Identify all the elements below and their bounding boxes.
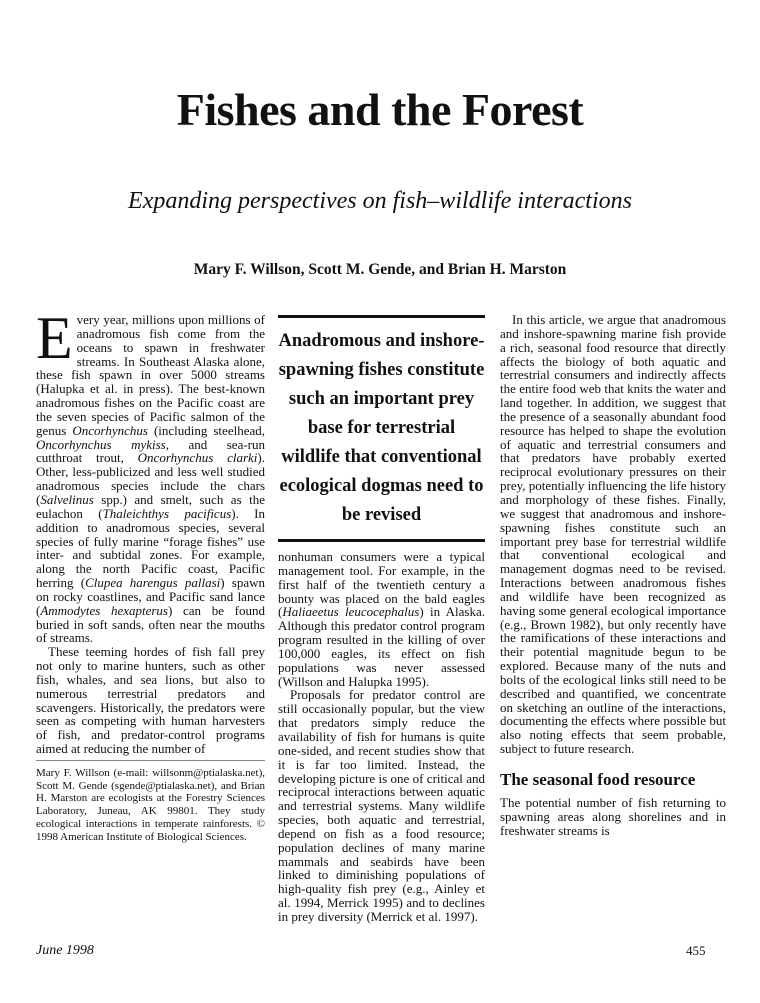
text-column-1 [36,305,266,843]
article-authors: Mary F. Willson, Scott M. Gende, and Brian H. Marston [193,261,567,278]
intro-paragraph: Every year, millions upon millions of anadromous fish come from the oceans to spawn in freshwater streams. In Southeast Alaska alone, these fish spawn in over 5000 streams (Halupka et al. in press). The best-known anadromous fishes on the Pacific coast are the seven species of Pacific salmon of the genus Oncorhynchus (including steelhead, Oncorhynchus mykiss, and sea-run cutthroat trout, Oncorhynchus clarki). Other, less-publicized and less well studied anadromous species include the chars (Salvelinus spp.) and smelt, such as the eulachon (Thaleichthys pacificus). In addition to anadromous species, several species of fully marine “forage fishes” use inter- and subtidal zones. For example, along the north Pacific coast, Pacific herring (Clupea harengus pallasi) spawn on rocky coastlines, and Pacific sand lance (Ammodytes hexapterus) can be found buried in soft sands, often near the mouths of streams. [36,305,266,646]
species-name: Oncorhynchus clarki [137,450,258,466]
drop-cap: E [36,305,73,371]
pull-quote: Anadromous and inshore-spawning fishes constitute such an important prey base for terrestrial wildlife that conventional ecological dogmas need to be revised [278,315,485,542]
issue-date: June 1998 [36,943,94,958]
species-name: Clupea harengus pallasi [85,575,221,591]
body-paragraph: In this article, we argue that anadromous and inshore-spawning marine fish provide a rich, seasonal food resource that directly affects the biology of both aquatic and terrestrial consumers and indirectly affects the entire food web that knits the water and land together. In addition, we suggest that the presence of a seasonally abundant food resource has helped to shape the evolution of aquatic and terrestrial consumers and that predators have probably exerted reciprocal evolutionary pressures on their prey, potentially influencing the life history and morphology of these fishes. Finally, we suggest that anadromous and inshore-spawning fishes constitute such an important prey base for terrestrial wildlife that conventional ecological and management dogmas need to be revised. Interactions between anadromous fishes and wildlife have been recognized as having some general ecological importance (e.g., Brown 1982), but only recently have the ramifications of these interactions and their potential magnitude begun to be explored. Because many of the nuts and bolts of the ecological links still need to be described and quantified, we concentrate on sketching an outline of the interactions, documenting the effects where possible but also noting effects that seem probable, subject to future research. [500,312,726,757]
species-name: Oncorhynchus [72,422,148,438]
species-name: Ammodytes hexapterus [40,602,168,618]
article-title: Fishes and the Forest [176,84,584,135]
body-paragraph: The potential number of fish returning to spawning areas along shorelines and in freshwater streams is [500,795,726,838]
body-paragraph: These teeming hordes of fish fall prey not only to marine hunters, such as other fish, whales, and sea lions, but also to numerous terrestrial predators and scavengers. Historically, the predators were seen as competing with human harvesters of fish, and predator-control programs aimed at reducing the number of [36,644,265,757]
species-name: Oncorhynchus mykiss [36,436,166,452]
section-heading: The seasonal food resource [500,770,696,789]
body-paragraph: Proposals for predator control are still occasionally popular, but the view that predators simply reduce the availability of fish for humans is quite one-sided, and recent studies show that it is far too limited. Instead, the developing picture is one of critical and reciprocal interactions between aquatic and terrestrial systems. Many wildlife species, both aquatic and terrestrial, depend on fish as a food resource; population declines of many marine mammals and seabirds have been linked to diminishing populations of high-quality fish prey (e.g., Ainley et al. 1994, Merrick 1995) and to declines in prey diversity (Merrick et al. 1997). [278,687,485,924]
species-name: Thaleichthys pacificus [102,505,232,521]
author-footnote: Mary F. Willson (e-mail: willsonm@ptialaska.net), Scott M. Gende (sgende@ptialaska.net), and Brian H. Marston are ecologists at the Forestry Sciences Laboratory, Juneau, AK 99801. They study ecological interactions in temperate rainforests. © 1998 American Institute of Biological Sciences. [36,767,265,843]
species-name: Haliaeetus leucocephalus [282,604,420,620]
page-number: 455 [686,943,706,958]
body-paragraph: nonhuman consumers were a typical management tool. For example, in the first half of the twentieth century a bounty was placed on the bald eagles (Haliaeetus leucocephalus) in Alaska. Although this predator control program program resulted in the killing of over 100,000 eagles, its effect on fish populations was never assessed (Willson and Halupka 1995). [278,549,485,689]
footnote-divider [36,760,265,761]
article-subtitle: Expanding perspectives on fish–wildlife interactions [128,188,632,214]
text-column-2 [278,313,485,924]
text-column-3 [500,313,726,838]
species-name: Salvelinus [40,491,94,507]
